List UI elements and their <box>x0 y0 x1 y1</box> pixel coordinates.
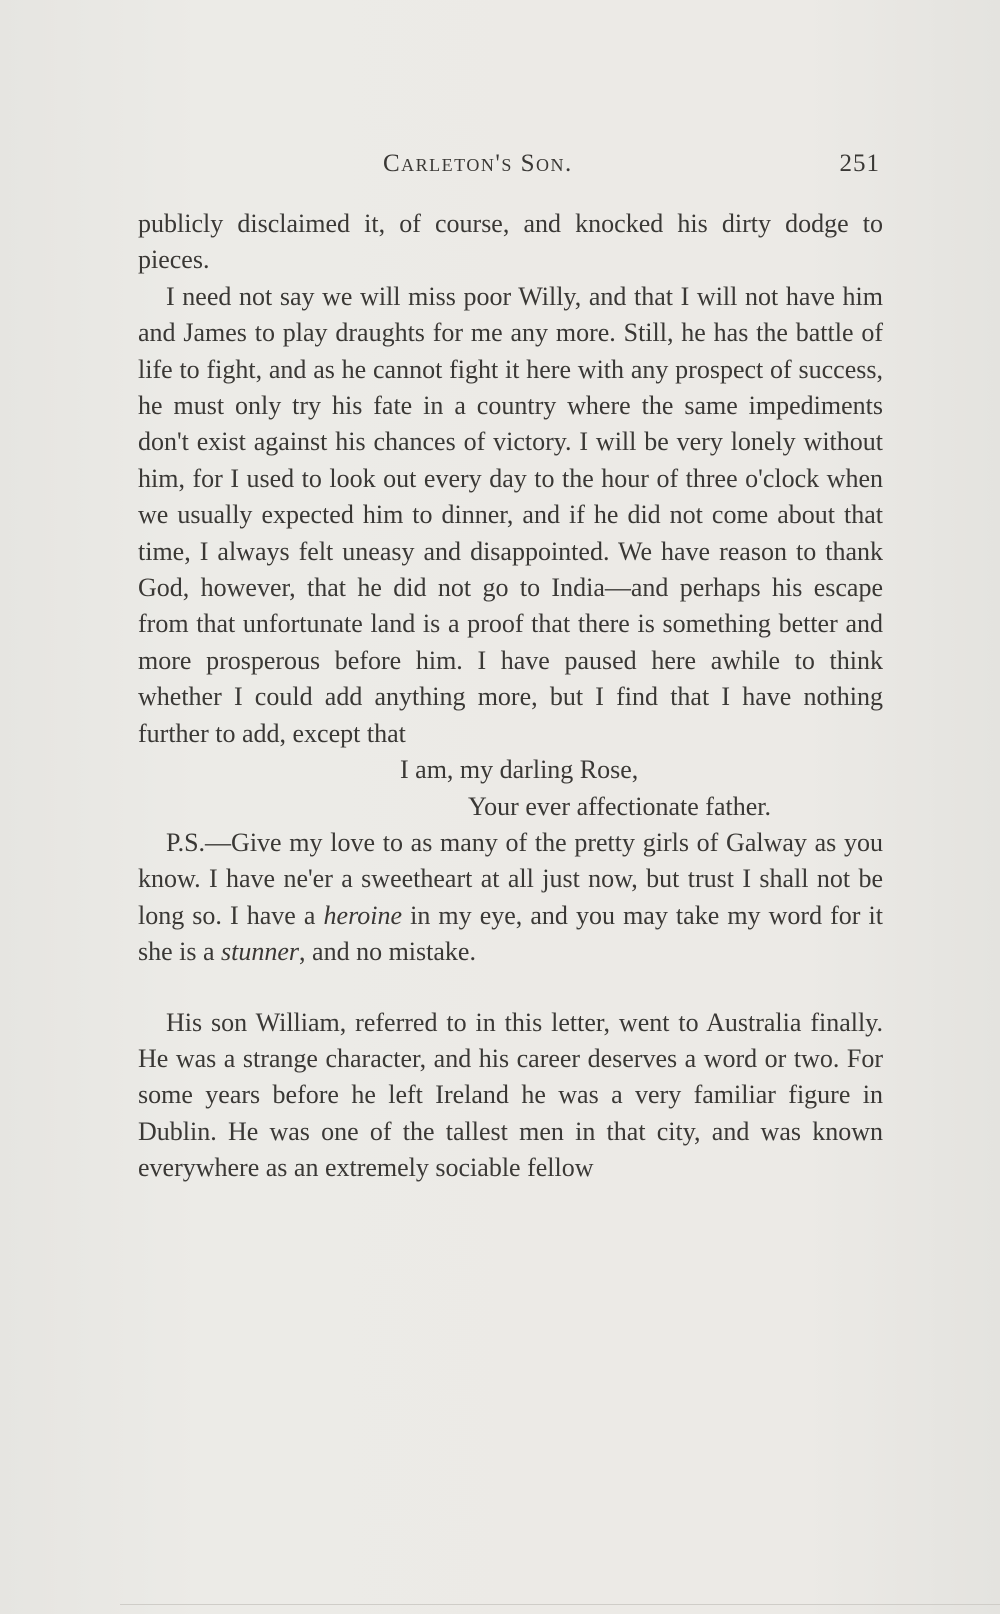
postscript-text-2: in my eye, and you may take my word for it she is a <box>138 900 883 967</box>
section-gap <box>138 971 883 1005</box>
letter-closing-salutation: I am, my darling Rose, <box>400 755 639 785</box>
paragraph-narrative: His son William, referred to in this letter, went to Australia finally. He was a strange character, and his career deserves a word or two. For some years before he left Ireland he was a very familiar figure in Dublin. He was one of the tallest men in that city, and was known everywhere as an extremely sociable fellow <box>138 1007 883 1183</box>
letter-closing-signature: Your ever affectionate father. <box>468 791 771 821</box>
running-head <box>138 150 880 190</box>
postscript-italic-stunner: stunner <box>221 937 300 967</box>
postscript-text-3: , and no mistake. <box>299 937 476 967</box>
paragraph-postscript <box>138 825 883 971</box>
running-title: Carleton's Son. <box>383 150 573 177</box>
postscript-text-1: P.S.—Give my love to as many of the pretty girls of Galway as you know. I have ne'er a sweetheart at all just now, but trust I shall not be long so. I have a <box>138 827 883 930</box>
postscript-italic-heroine: heroine <box>323 900 403 930</box>
text-block <box>138 206 883 1187</box>
page-number: 251 <box>839 150 880 177</box>
paragraph-letter-body: I need not say we will miss poor Willy, and that I will not have him and James to play draughts for me any more. Still, he has the battle of life to fight, and as he cannot fight it here with any prospect of success, he must only try his fate in a country where the same impediments don't exist against his chances of victory. I will be very lonely without him, for I used to look out every day to the hour of three o'clock when we usually expected him to dinner, and if he did not come about that time, I always felt uneasy and disappointed. We have reason to thank God, however, that he did not go to India—and perhaps his escape from that unfortunate land is a proof that there is something better and more prosperous before him. I have paused here awhile to think whether I could add anything more, but I find that I have nothing further to add, except that <box>138 281 883 748</box>
paragraph-continuation: publicly disclaimed it, of course, and knocked his dirty dodge to pieces. <box>138 209 883 275</box>
page-bottom-edge <box>120 1604 1000 1605</box>
